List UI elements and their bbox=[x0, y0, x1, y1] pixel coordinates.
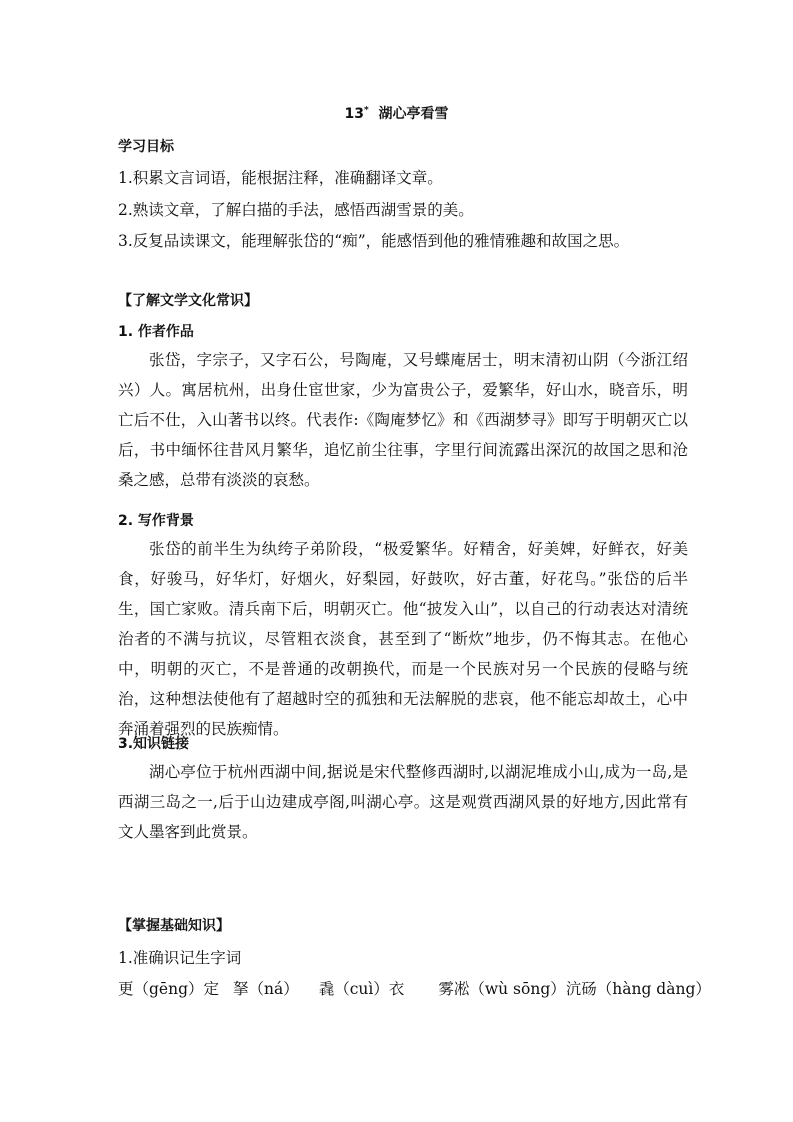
goal-item-3: 3.反复品读课文，能理解张岱的“痴”，能感悟到他的雅情雅趣和故国之思。 bbox=[118, 232, 630, 250]
lesson-title: 湖心亭看雪 bbox=[378, 106, 449, 122]
vocab-line bbox=[118, 977, 711, 999]
author-works-heading: 1. 作者作品 bbox=[118, 324, 194, 340]
vocab-word: 雾凇（wù sōng）沆砀（hàng dàng） bbox=[438, 980, 711, 998]
basics-section-heading: 【掌握基础知识】 bbox=[118, 918, 230, 934]
vocab-word: 毳（cuì）衣 bbox=[318, 980, 405, 998]
vocab-subheading: 1.准确识记生字词 bbox=[118, 949, 242, 967]
self-study-mark: * bbox=[364, 105, 369, 116]
culture-section-heading: 【了解文学文化常识】 bbox=[118, 293, 258, 309]
vocab-word: 更（gēng）定 bbox=[118, 980, 220, 998]
background-text: 张岱的前半生为纨绔子弟阶段，“极爱繁华。好精舍，好美婢，好鲜衣，好美食，好骏马，好华灯，好烟火，好梨园，好鼓吹，好古董，好花鸟。”张岱的后半生，国亡家败。清兵南下后，明朝灭亡。他“披发入山”，以自己的行动表达对清统治者的不满与抗议，尽管粗衣淡食，甚至到了“断炊”地步，仍不悔其志。在他心中，明朝的灭亡，不是普通的改朝换代，而是一个民族对另一个民族的侵略与统治，这种想法使他有了超越时空的孤独和无法解脱的悲哀，他不能忘却故土，心中奔涌着强烈的民族痴情。 bbox=[118, 540, 688, 738]
knowledge-link-text: 湖心亭位于杭州西湖中间,据说是宋代整修西湖时,以湖泥堆成小山,成为一岛,是西湖三岛之一,后于山边建成亭阁,叫湖心亭。这是观赏西湖风景的好地方,因此常有文人墨客到此赏景。 bbox=[118, 763, 688, 841]
background-heading: 2. 写作背景 bbox=[118, 513, 194, 529]
lesson-number: 13 bbox=[344, 106, 364, 122]
learning-goals-heading: 学习目标 bbox=[118, 139, 174, 155]
goal-item-2: 2.熟读文章，了解白描的手法，感悟西湖雪景的美。 bbox=[118, 201, 474, 219]
page-title bbox=[0, 103, 793, 123]
knowledge-link-heading: 3.知识链接 bbox=[118, 736, 190, 752]
vocab-word: 拏（ná） bbox=[233, 980, 299, 998]
goal-item-1: 1.积累文言词语，能根据注释，准确翻译文章。 bbox=[118, 169, 443, 187]
author-works-text: 张岱，字宗子，又字石公，号陶庵，又号蝶庵居士，明末清初山阴（今浙江绍兴）人。寓居杭州，出身仕宦世家，少为富贵公子，爱繁华，好山水，晓音乐，明亡后不仕，入山著书以终。代表作:《陶庵梦忆》和《西湖梦寻》即写于明朝灭亡以后，书中缅怀往昔风月繁华，追忆前尘往事，字里行间流露出深沉的故国之思和沧桑之感，总带有淡淡的哀愁。 bbox=[118, 351, 688, 489]
